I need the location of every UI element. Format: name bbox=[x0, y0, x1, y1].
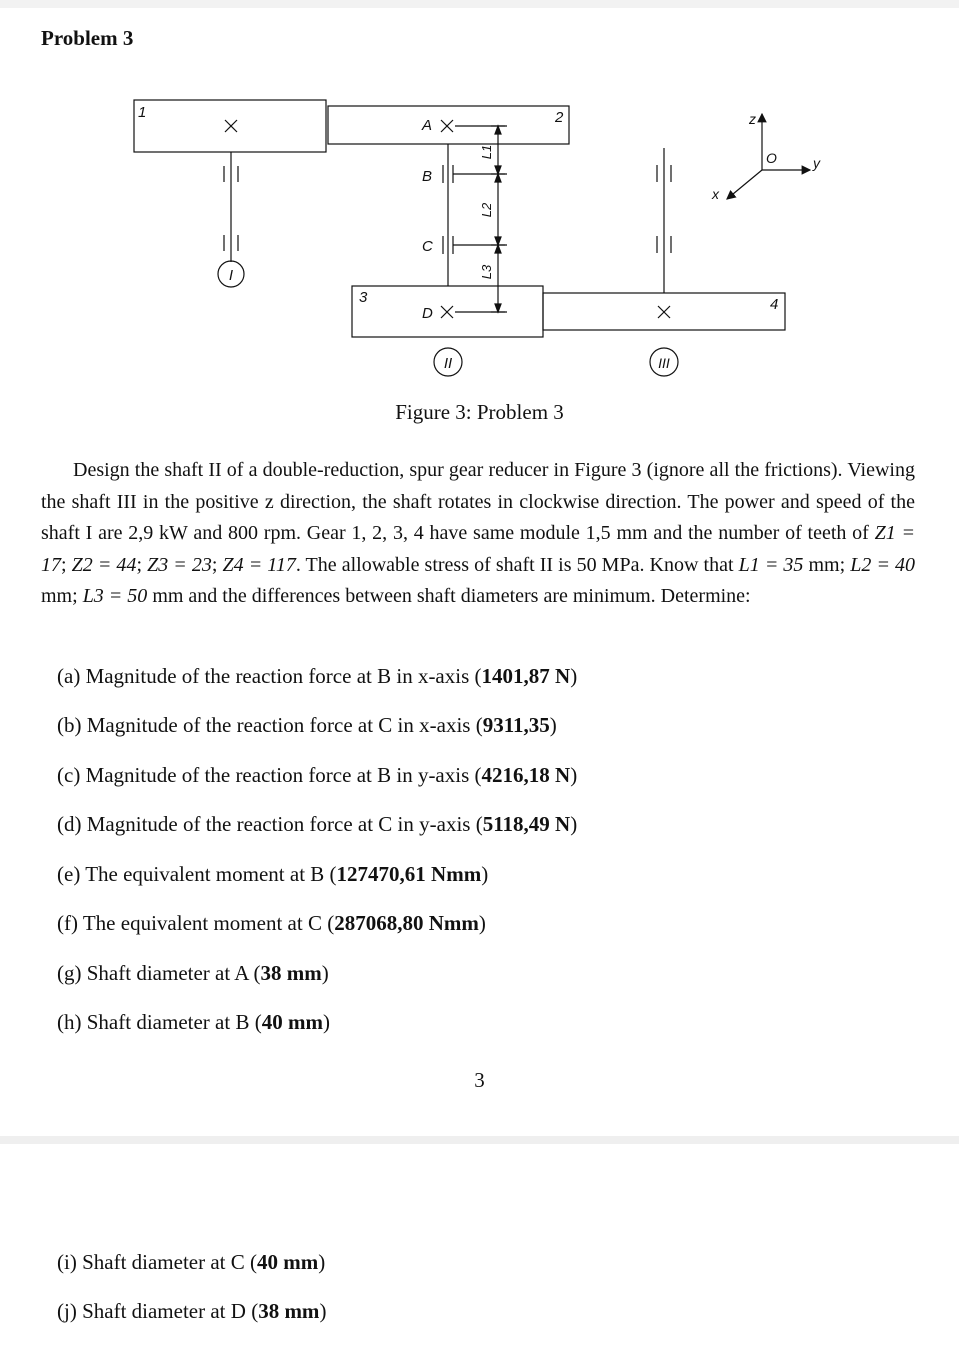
question-j: (j) Shaft diameter at D (38 mm) bbox=[57, 1299, 327, 1323]
gear-2-label: 2 bbox=[555, 109, 564, 126]
statement-part-1: Design the shaft II of a double-reduction, spur gear reducer in Figure 3 (ignore all the frictions). Viewing the shaft III in the positive z direction, the shaft rotates in clockwise direction. The power and speed of the shaft I are 2,9 kW and 800 rpm. Gear 1, 2, 3, 4 have same module 1,5 mm and the number of teeth of bbox=[41, 459, 915, 545]
answer-b: 9311,35 bbox=[482, 713, 550, 737]
x-axis-label: x bbox=[712, 186, 719, 202]
gear-1-box bbox=[134, 100, 326, 152]
length-L3-label: L3 bbox=[479, 264, 494, 280]
teeth-z4: Z4 = 117 bbox=[222, 553, 296, 576]
origin-label: O bbox=[766, 150, 777, 166]
figure-caption: Figure 3: Problem 3 bbox=[395, 400, 564, 424]
question-a: (a) Magnitude of the reaction force at B in x-axis (1401,87 N) bbox=[57, 664, 578, 688]
point-D-label: D bbox=[422, 305, 433, 322]
problem-statement: Design the shaft II of a double-reduction, spur gear reducer in Figure 3 (ignore all the frictions). Viewing the shaft III in the positive z direction, the shaft rotates in clockwise direction. The power and speed of the shaft I are 2,9 kW and 800 rpm. Gear 1, 2, 3, 4 have same module 1,5 mm and the number of teeth of Z1 = 17; Z2 = 44; Z3 = 23; Z4 = 117. The allowable stress of shaft II is 50 MPa. Know that L1 = 35 mm; L2 = 40 mm; L3 = 50 mm and the differences between shaft diameters are minimum. Determine: bbox=[41, 459, 916, 608]
length-L2-label: L2 bbox=[479, 202, 494, 218]
page-number: 3 bbox=[474, 1068, 485, 1092]
shaft-II-label: II bbox=[443, 355, 453, 372]
question-c: (c) Magnitude of the reaction force at B in y-axis (4216,18 N) bbox=[57, 763, 578, 787]
answer-h: 40 mm bbox=[261, 1010, 323, 1034]
answer-d: 5118,49 N bbox=[482, 812, 571, 836]
question-h: (h) Shaft diameter at B (40 mm) bbox=[57, 1010, 330, 1034]
answer-e: 127470,61 Nmm bbox=[336, 862, 482, 886]
gear-reducer-figure bbox=[0, 80, 959, 400]
shaft-III-label: III bbox=[658, 355, 670, 371]
y-axis-label: y bbox=[813, 155, 820, 171]
question-f: (f) The equivalent moment at C (287068,80 Nmm) bbox=[57, 911, 486, 935]
page-top-edge bbox=[0, 0, 959, 8]
question-d: (d) Magnitude of the reaction force at C in y-axis (5118,49 N) bbox=[57, 812, 578, 836]
teeth-z1: Z1 = 17 bbox=[41, 522, 916, 576]
length-l3: L3 = 50 bbox=[82, 585, 148, 608]
answer-a: 1401,87 N bbox=[481, 664, 571, 688]
point-B-label: B bbox=[422, 168, 433, 185]
answer-i: 40 mm bbox=[257, 1250, 319, 1274]
statement-part-2: . The allowable stress of shaft II is 50 MPa. Know that bbox=[295, 553, 734, 576]
question-b: (b) Magnitude of the reaction force at C in x-axis (9311,35) bbox=[57, 713, 557, 737]
answer-j: 38 mm bbox=[258, 1299, 320, 1323]
answer-c: 4216,18 N bbox=[481, 763, 571, 787]
shaft-I-label: I bbox=[228, 267, 234, 284]
question-e: (e) The equivalent moment at B (127470,61 Nmm) bbox=[57, 862, 489, 886]
point-C-label: C bbox=[422, 238, 433, 255]
teeth-z3: Z3 = 23 bbox=[147, 553, 212, 576]
unit-mm-2: mm bbox=[41, 585, 73, 608]
question-i: (i) Shaft diameter at C (40 mm) bbox=[57, 1250, 326, 1274]
gear-4-label: 4 bbox=[770, 296, 779, 313]
statement-part-3: mm and the differences between shaft diameters are minimum. Determine: bbox=[152, 585, 751, 608]
unit-mm-1: mm bbox=[808, 553, 840, 576]
gear-1-label: 1 bbox=[138, 104, 147, 121]
answer-f: 287068,80 Nmm bbox=[334, 911, 479, 935]
teeth-z2: Z2 = 44 bbox=[71, 553, 137, 576]
length-l2: L2 = 40 bbox=[850, 553, 916, 576]
point-A-label: A bbox=[422, 117, 433, 134]
gear-3-label: 3 bbox=[359, 289, 368, 306]
z-axis-label: z bbox=[749, 111, 756, 127]
length-l1: L1 = 35 bbox=[738, 553, 804, 576]
x-axis-arrow bbox=[727, 170, 762, 199]
page-separator bbox=[0, 1136, 959, 1144]
problem-heading: Problem 3 bbox=[41, 26, 134, 50]
length-L1-label: L1 bbox=[479, 144, 494, 160]
question-g: (g) Shaft diameter at A (38 mm) bbox=[57, 961, 329, 985]
answer-g: 38 mm bbox=[260, 961, 322, 985]
